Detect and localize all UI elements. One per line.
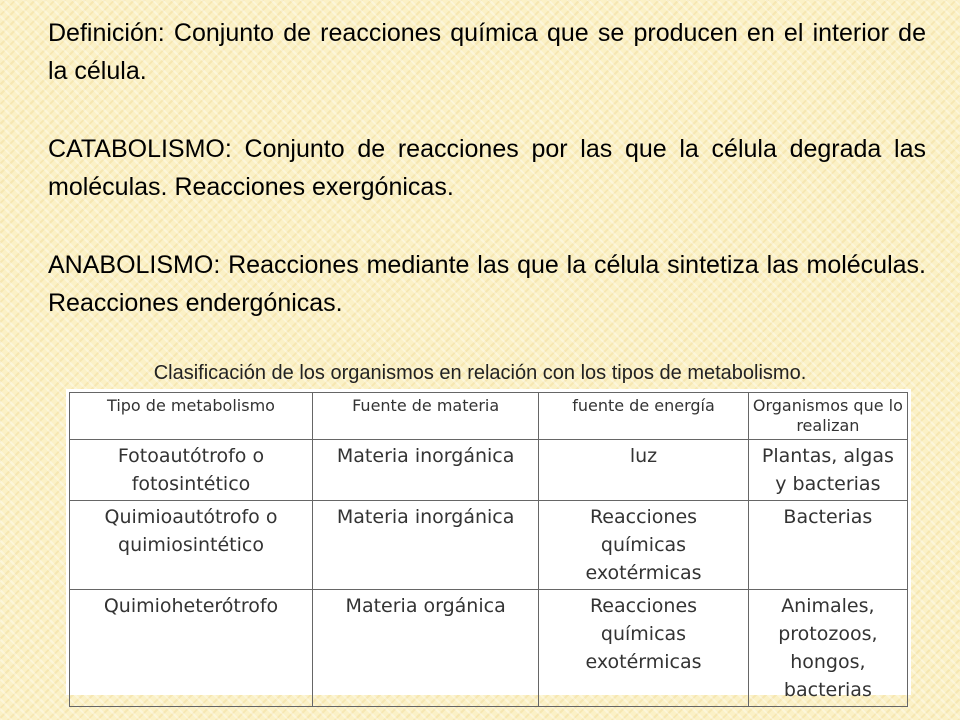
cell-metabolism-type: Quimioautótrofo o quimiosintético	[70, 501, 313, 590]
metabolism-table	[69, 392, 908, 707]
metabolism-table-container	[66, 389, 911, 701]
anabolism-text: Reacciones mediante las que la célula sintetiza las moléculas. Reacciones endergónicas.	[48, 251, 926, 317]
header-metabolism-type: Tipo de metabolismo	[70, 393, 313, 440]
cell-matter-source: Materia inorgánica	[313, 440, 539, 501]
anabolism-label: ANABOLISMO:	[48, 251, 221, 279]
header-organisms: Organismos que lo realizan	[748, 393, 907, 440]
table-header-row	[70, 393, 908, 440]
table-row	[70, 501, 908, 590]
cell-matter-source: Materia inorgánica	[313, 501, 539, 590]
table-caption: Clasificación de los organismos en relación con los tipos de metabolismo.	[153, 362, 807, 384]
catabolism-paragraph	[48, 130, 926, 206]
catabolism-text: Conjunto de reacciones por las que la célula degrada las moléculas. Reacciones exergónicas.	[48, 135, 926, 201]
cell-metabolism-type: Quimioheterótrofo	[70, 590, 313, 707]
anabolism-paragraph	[48, 246, 926, 322]
cell-energy-source: Reacciones químicas exotérmicas	[539, 501, 749, 590]
definition-paragraph	[48, 14, 926, 90]
cell-organisms: Animales, protozoos, hongos, bacterias	[748, 590, 907, 707]
table-row	[70, 590, 908, 707]
definition-text: Conjunto de reacciones química que se producen en el interior de la célula.	[48, 19, 926, 85]
definition-label: Definición:	[48, 19, 165, 47]
cell-energy-source: luz	[539, 440, 749, 501]
cell-organisms: Bacterias	[748, 501, 907, 590]
cell-matter-source: Materia orgánica	[313, 590, 539, 707]
cell-organisms: Plantas, algas y bacterias	[748, 440, 907, 501]
header-energy-source: fuente de energía	[539, 393, 749, 440]
table-row	[70, 440, 908, 501]
catabolism-label: CATABOLISMO:	[48, 135, 232, 163]
cell-metabolism-type: Fotoautótrofo o fotosintético	[70, 440, 313, 501]
header-matter-source: Fuente de materia	[313, 393, 539, 440]
cell-energy-source: Reacciones químicas exotérmicas	[539, 590, 749, 707]
